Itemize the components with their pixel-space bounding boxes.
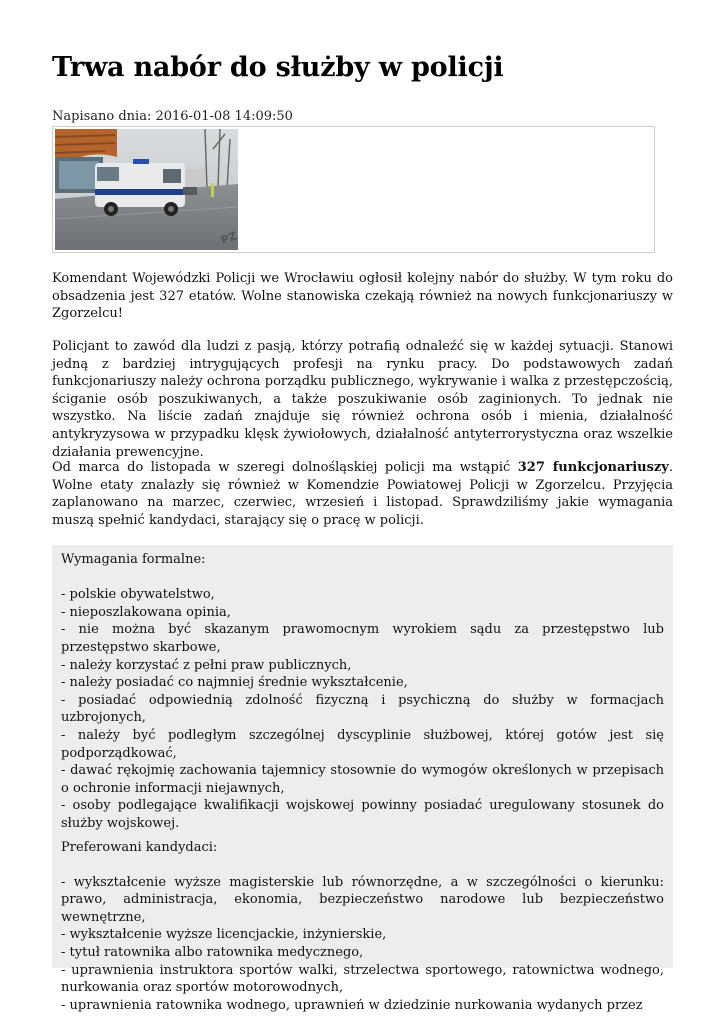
list-item: - dawać rękojmię zachowania tajemnicy stosownie do wymogów określonych w przepisach o ochronie informacji niejawnych, <box>61 763 664 796</box>
second-paragraph <box>52 338 673 461</box>
formal-requirements-list <box>61 586 664 832</box>
list-item: - należy być podległym szczególnej dyscyplinie służbowej, której gotów jest się podporządkować, <box>61 727 664 761</box>
list-item: - wykształcenie wyższe magisterskie lub równorzędne, a w szczególności o kierunku: prawo, administracja, ekonomia, bezpieczeństwo narodowe lub bezpieczeństwo wewnętrzne, <box>61 874 664 925</box>
intro-text: Komendant Wojewódzki Policji we Wrocławiu ogłosił kolejny nabór do służby. W tym roku do obsadzenia jest 327 etatów. Wolne stanowiska czekają również na nowych funkcjonariuszy w Zgorzelcu! <box>52 271 673 322</box>
formal-requirements-heading: Wymagania formalne: <box>61 552 206 567</box>
list-item: - posiadać odpowiednią zdolność fizyczną i psychiczną do służby w formacjach uzbrojonych, <box>61 692 664 726</box>
list-item: - uprawnienia instruktora sportów walki, strzelectwa sportowego, ratownictwa wodnego, nurkowania oraz sportów motorowodnych, <box>61 962 664 996</box>
second-text: Policjant to zawód dla ludzi z pasją, którzy potrafią odnaleźć się w każdej sytuacji. Stanowi jedną z bardziej intrygujących profesji na rynku pracy. Do podstawowych zadań funkcjonariuszy należy ochrona porządku publicznego, wykrywanie i walka z przestępczością, ściganie osób poszukiwanych, a także poszukiwanie osób zaginionych. To jednak nie wszystko. Na liście zadań znajduje się również ochrona osób i mienia, działalność antykryzysowa w przypadku klęsk żywiołowych, działalność antyterrorystyczna oraz wszelkie działania prewencyjne. <box>52 339 673 460</box>
intro-paragraph <box>52 270 673 323</box>
article-title: Trwa nabór do służby w policji <box>52 52 504 83</box>
third-text <box>52 459 673 529</box>
list-item: - należy posiadać co najmniej średnie wykształcenie, <box>61 675 408 691</box>
article-photo <box>55 129 238 250</box>
officer-count-highlight: 327 funkcjonariuszy <box>517 460 669 475</box>
third-text-end: . Wolne etaty znalazły się również w Komendzie Powiatowej Policji w Zgorzelcu. Przyjęcia zaplanowano na marzec, czerwiec, wrzesień i listopad. Sprawdziliśmy jakie wymagania muszą spełnić kandydaci, starający się o pracę w policji. <box>52 460 673 528</box>
photo-frame <box>52 126 655 253</box>
list-item: - nieposzlakowana opinia, <box>61 604 231 620</box>
list-item: - polskie obywatelstwo, <box>61 587 215 603</box>
publish-date: Napisano dnia: 2016-01-08 14:09:50 <box>52 109 293 124</box>
preferred-candidates-heading: Preferowani kandydaci: <box>61 839 218 855</box>
list-item: - osoby podlegające kwalifikacji wojskowej powinny posiadać uregulowany stosunek do służby wojskowej. <box>61 798 664 831</box>
list-item: - należy korzystać z pełni praw publicznych, <box>61 657 352 673</box>
preferred-candidates-list <box>61 874 664 1015</box>
third-paragraph <box>52 459 673 529</box>
requirements-box <box>52 545 673 1013</box>
list-item: - nie można być skazanym prawomocnym wyrokiem sądu za przestępstwo lub przestępstwo skarbowe, <box>61 622 664 655</box>
list-item: - wykształcenie wyższe licencjackie, inżynierskie, <box>61 927 387 943</box>
list-item: - uprawnienia ratownika wodnego, uprawnień w dziedzinie nurkowania wydanych przez <box>61 997 643 1013</box>
watermark-text: PZ <box>219 229 239 247</box>
third-text-start: Od marca do listopada w szeregi dolnośląskiej policji ma wstąpić <box>52 460 518 475</box>
police-van-image <box>55 129 238 250</box>
list-item: - tytuł ratownika albo ratownika medycznego, <box>61 945 364 961</box>
